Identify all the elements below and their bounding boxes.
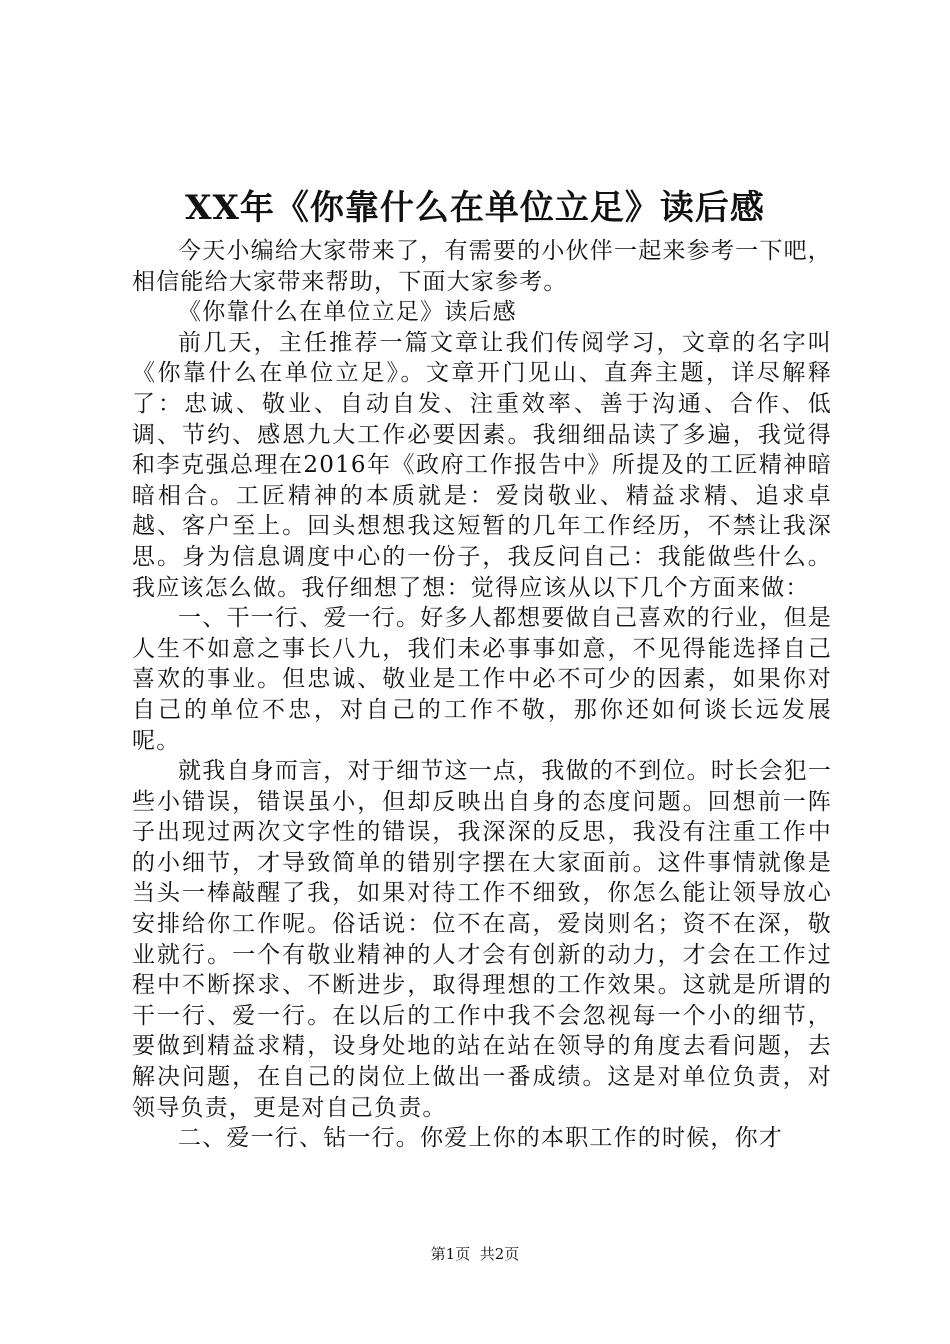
page-number-current: 第1页 [430, 1245, 471, 1263]
footer-spacer [470, 1245, 480, 1263]
subtitle-paragraph: 《你靠什么在单位立足》读后感 [178, 299, 517, 326]
body-paragraph-2: 一、干一行、爱一行。好多人都想要做自己喜欢的行业，但是人生不如意之事长八九，我们未必事事如意，不见得能选择自己喜欢的事业。但忠诚、敬业是工作中必不可少的因素，如果你对自己的单位不忠，对自己的工作不敬，那你还如何谈长远发展呢。 [132, 605, 832, 754]
body-paragraph-4: 二、爱一行、钻一行。你爱上你的本职工作的时候，你才 [178, 1125, 783, 1152]
page-footer [0, 1244, 950, 1264]
document-body [132, 236, 832, 1154]
body-paragraph-1: 前几天，主任推荐一篇文章让我们传阅学习，文章的名字叫《你靠什么在单位立足》。文章开门见山、直奔主题，详尽解释了：忠诚、敬业、自动自发、注重效率、善于沟通、合作、低调、节约、感恩九大工作必要因素。我细细品读了多遍，我觉得和李克强总理在2016年《政府工作报告中》所提及的工匠精神暗暗相合。工匠精神的本质就是：爱岗敬业、精益求精、追求卓越、客户至上。回头想想我这短暂的几年工作经历，不禁让我深思。身为信息调度中心的一份子，我反问自己：我能做些什么。我应该怎么做。我仔细想了想：觉得应该从以下几个方面来做： [132, 329, 832, 601]
document-title: XX年《你靠什么在单位立足》读后感 [185, 188, 765, 228]
body-paragraph-3: 就我自身而言，对于细节这一点，我做的不到位。时长会犯一些小错误，错误虽小，但却反映出自身的态度问题。回想前一阵子出现过两次文字性的错误，我深深的反思，我没有注重工作中的小细节，才导致简单的错别字摆在大家面前。这件事情就像是当头一棒敲醒了我，如果对待工作不细致，你怎么能让领导放心安排给你工作呢。俗话说：位不在高，爱岗则名；资不在深，敬业就行。一个有敬业精神的人才会有创新的动力，才会在工作过程中不断探求、不断进步，取得理想的工作效果。这就是所谓的干一行、爱一行。在以后的工作中我不会忽视每一个小的细节，要做到精益求精，设身处地的站在站在领导的角度去看问题，去解决问题，在自己的岗位上做出一番成绩。这是对单位负责，对领导负责，更是对自己负责。 [132, 758, 832, 1121]
intro-paragraph: 今天小编给大家带来了，有需要的小伙伴一起来参考一下吧，相信能给大家带来帮助，下面大家参考。 [132, 238, 832, 295]
page-number-total: 共2页 [479, 1245, 520, 1263]
